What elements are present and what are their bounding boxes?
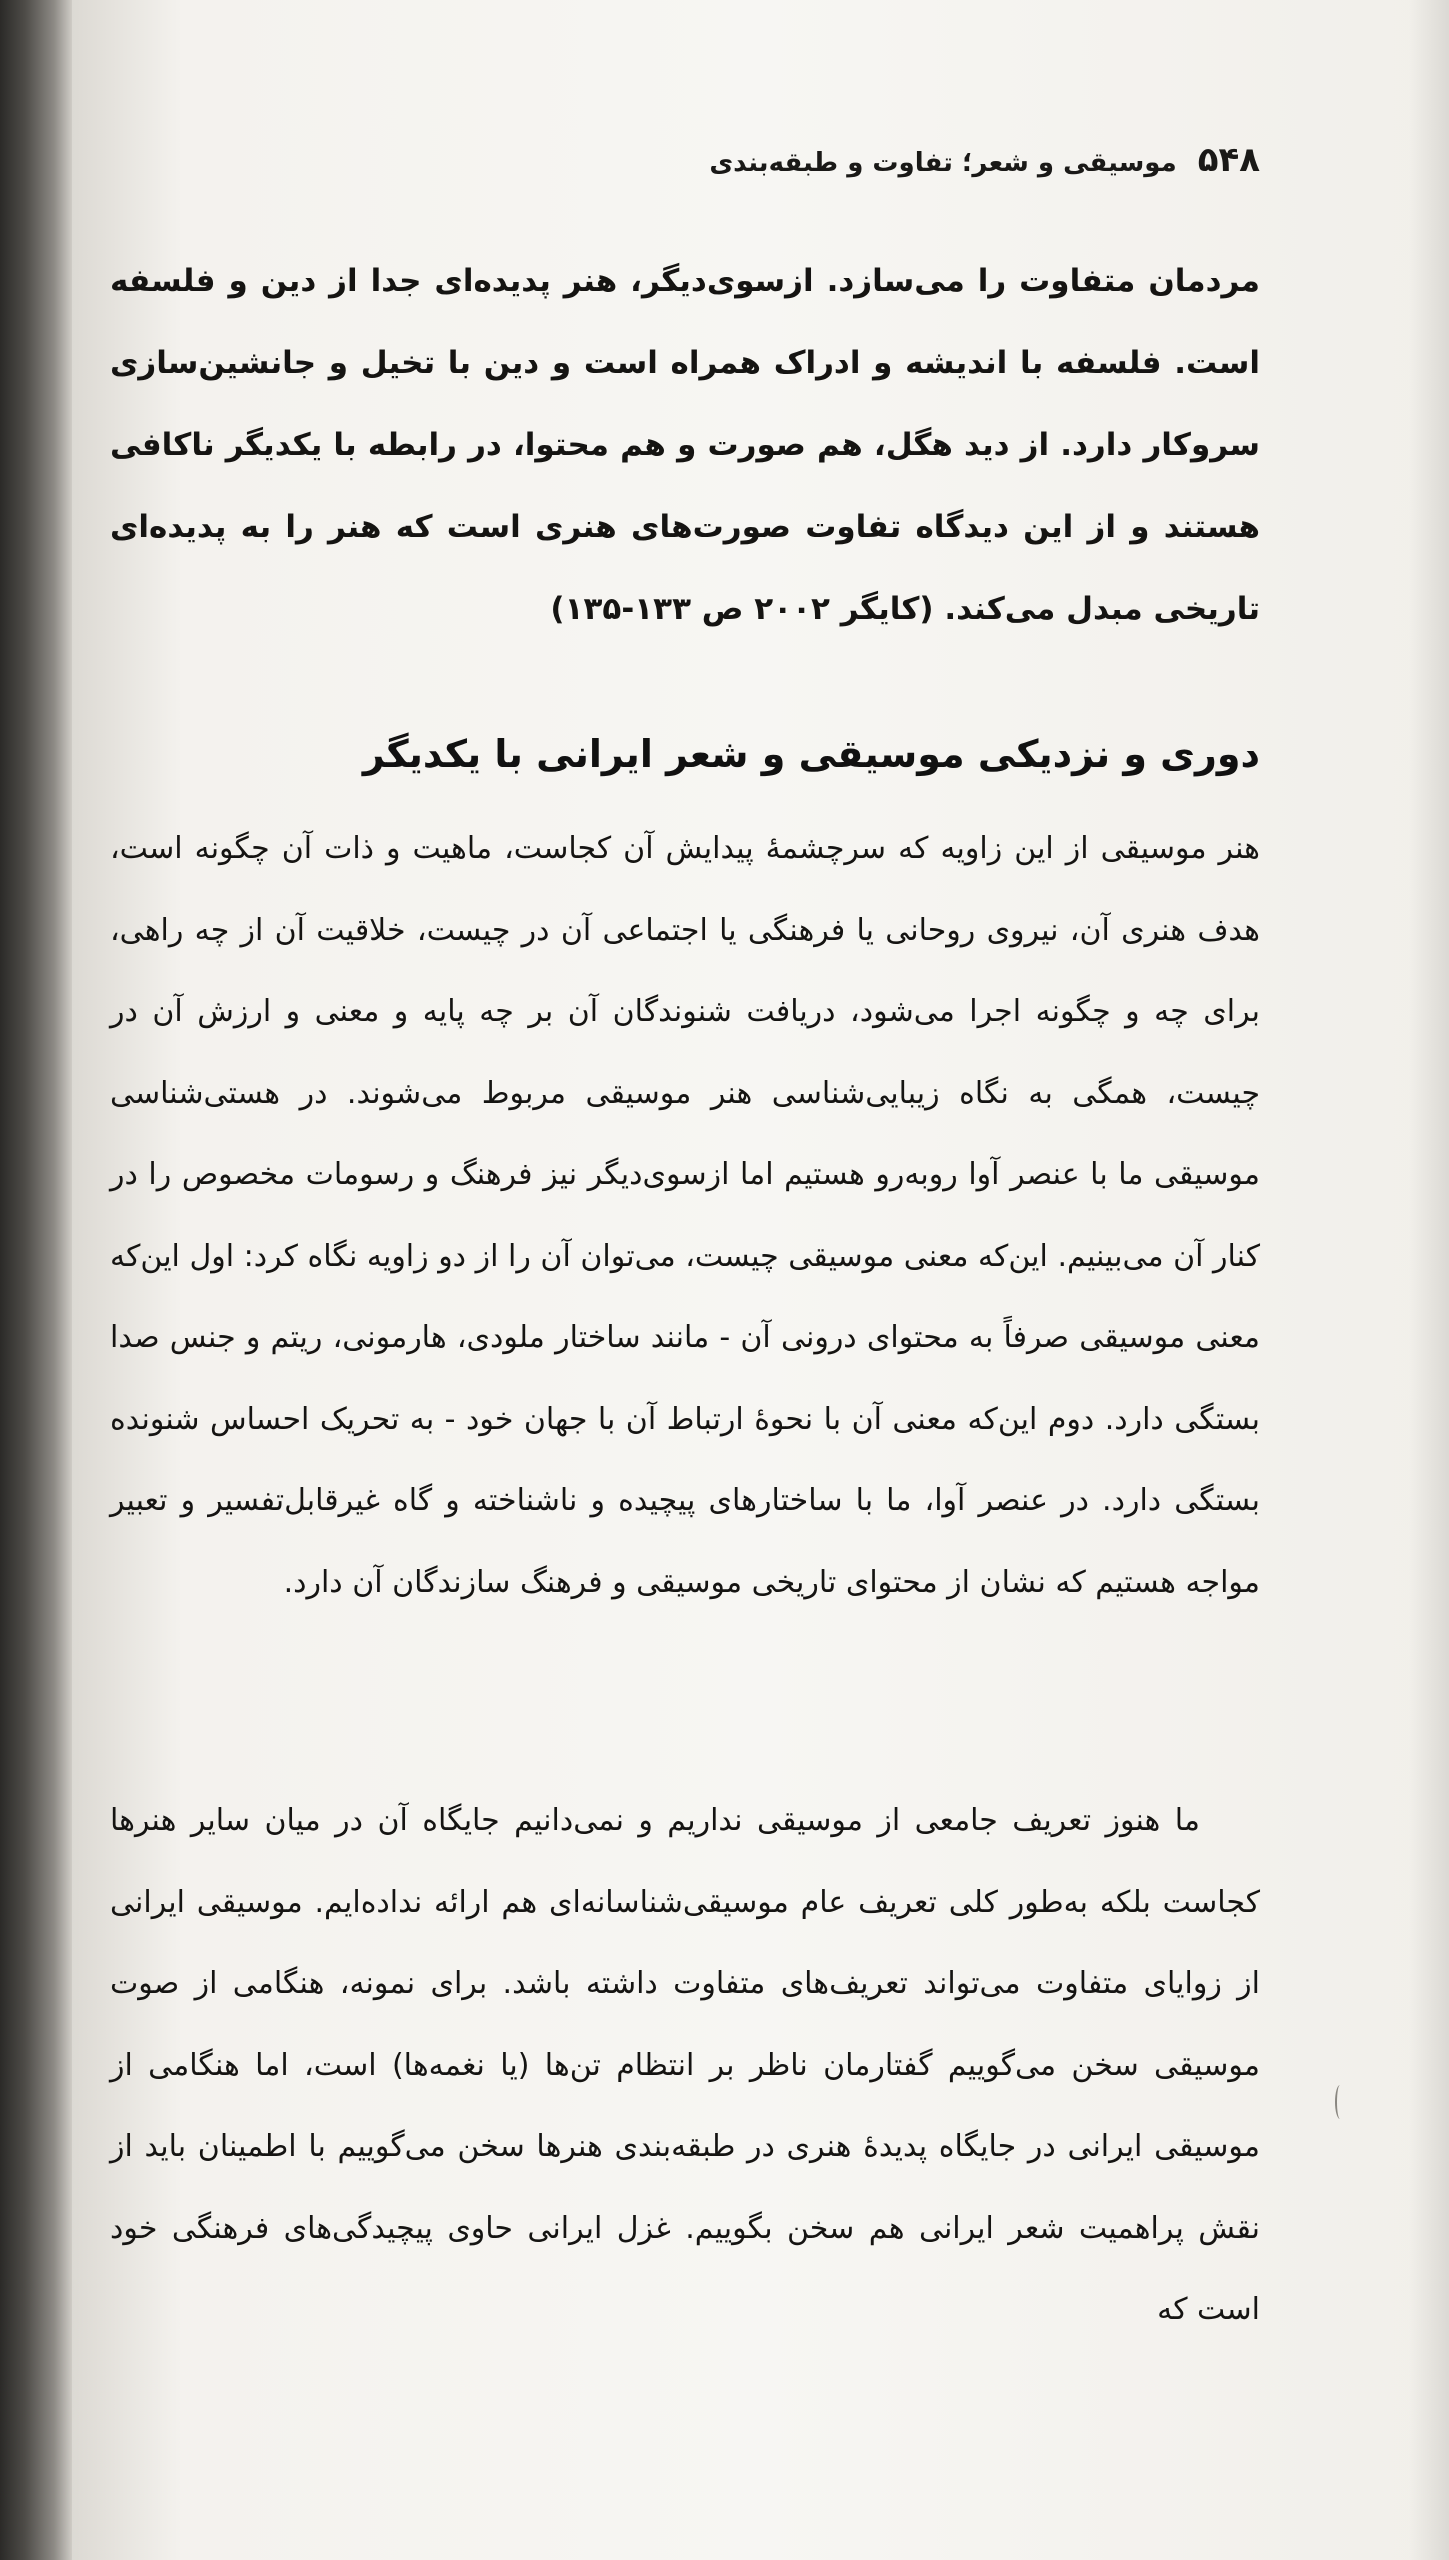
running-title: موسیقی و شعر؛ تفاوت و طبقه‌بندی	[709, 148, 1177, 178]
page-edge-shadow	[1409, 0, 1449, 2560]
intro-paragraph: مردمان متفاوت را می‌سازد. ازسوی‌دیگر، هنر پدیده‌ای جدا از دین و فلسفه است. فلسفه با اندیشه و ادراک همراه است و دین با تخیل و جانشین‌سازی سروکار دارد. از دید هگل، هم صورت و هم محتوا، در رابطه با یکدیگر ناکافی هستند و از این دیدگاه تفاوت صورت‌های هنری است که هنر را به پدیده‌ای تاریخی مبدل می‌کند. (کایگر ۲۰۰۲ ص ۱۳۳-۱۳۵)	[110, 263, 1260, 627]
page-number: ۵۴۸	[1197, 140, 1260, 180]
section-paragraph-2: ما هنوز تعریف جامعی از موسیقی نداریم و نمی‌دانیم جایگاه آن در میان سایر هنرها کجاست بلکه به‌طور کلی تعریف عام موسیقی‌شناسانه‌ای هم ارائه نداده‌ایم. موسیقی ایرانی از زوایای متفاوت می‌تواند تعریف‌های متفاوت داشته باشد. برای نمونه، هنگامی از صوت موسیقی سخن می‌گوییم گفتارمان ناظر بر انتظام تن‌ها (یا نغمه‌ها) است، اما هنگامی از موسیقی ایرانی در جایگاه پدیدهٔ هنری در طبقه‌بندی هنرها سخن می‌گوییم با اطمینان باید از نقش پراهمیت شعر ایرانی هم سخن بگوییم. غزل ایرانی حاوی پیچیدگی‌های فرهنگی خود است که	[110, 1803, 1260, 2327]
book-spine-shadow	[0, 0, 72, 2560]
section-paragraph-1: هنر موسیقی از این زاویه که سرچشمهٔ پیدایش آن کجاست، ماهیت و ذات آن چگونه است، هدف هنری آن، نیروی روحانی یا فرهنگی یا اجتماعی آن در چیست، خلاقیت آن از چه راهی، برای چه و چگونه اجرا می‌شود، دریافت شنوندگان آن بر چه پایه و معنی و ارزش آن در چیست، همگی به نگاه زیبایی‌شناسی هنر موسیقی مربوط می‌شوند. در هستی‌شناسی موسیقی ما با عنصر آوا روبه‌رو هستیم اما ازسوی‌دیگر نیز فرهنگ و رسومات مخصوص را در کنار آن می‌بینیم. این‌که معنی موسیقی چیست، می‌توان آن را از دو زاویه نگاه کرد: اول این‌که معنی موسیقی صرفاً به محتوای درونی آن - مانند ساختار ملودی، هارمونی، ریتم و جنس صدا بستگی دارد. دوم این‌که معنی آن با نحوهٔ ارتباط آن با جهان خود - به تحریک احساس شنونده بستگی دارد. در عنصر آوا، ما با ساختارهای پیچیده و ناشناخته و گاه غیرقابل‌تفسیر و تعبیر مواجه هستیم که نشان از محتوای تاریخی موسیقی و فرهنگ سازندگان آن دارد.	[110, 831, 1260, 1600]
running-header	[110, 140, 1260, 180]
margin-pencil-mark	[1335, 2085, 1345, 2119]
section-heading: دوری و نزدیکی موسیقی و شعر ایرانی با یکدیگر	[362, 732, 1260, 776]
